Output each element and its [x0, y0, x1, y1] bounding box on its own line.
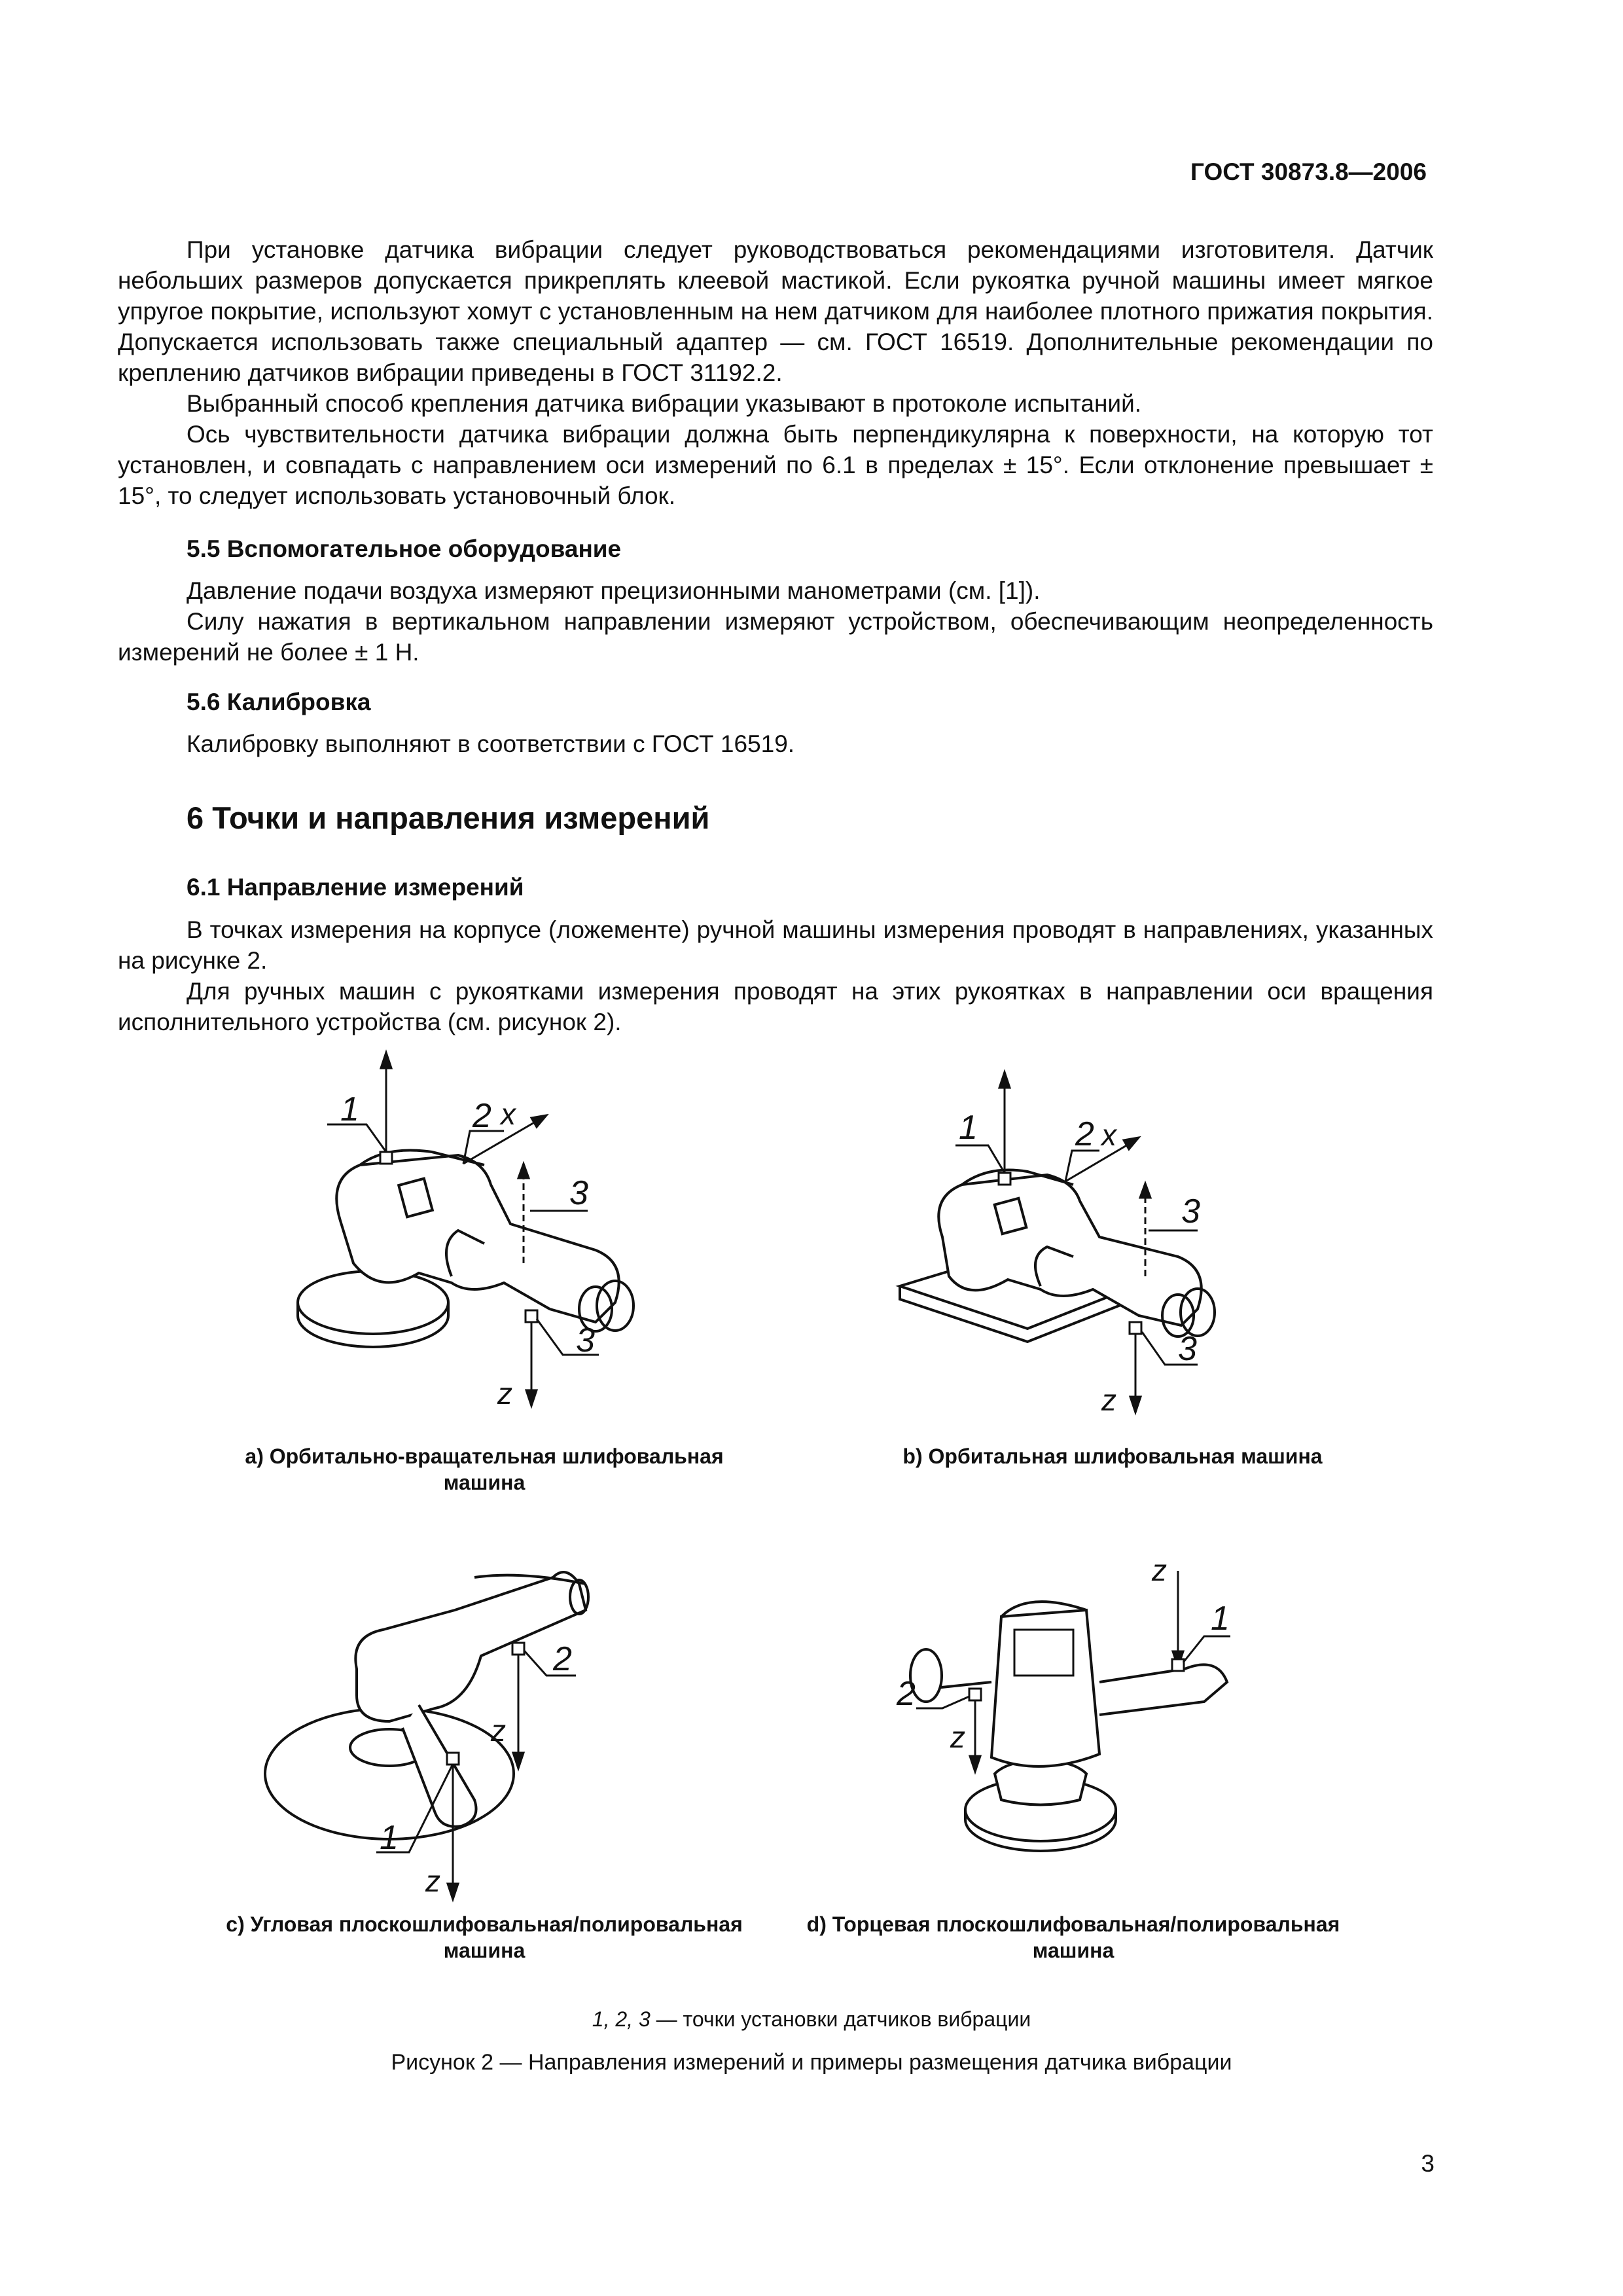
axis-z: z — [497, 1376, 512, 1410]
label-3: 3 — [1178, 1330, 1197, 1368]
figure-title: Рисунок 2 — Направления измерений и примеры размещения датчика вибрации — [391, 2050, 1232, 2075]
section-5-6-body — [118, 728, 1433, 759]
label-1: 1 — [959, 1109, 978, 1147]
label-1: 1 — [1211, 1600, 1230, 1638]
section-5-6-title: 5.6 Калибровка — [187, 689, 371, 715]
section-6-title: 6 Точки и направления измерений — [187, 800, 710, 835]
caption-c-line1: c) Угловая плоскошлифовальная/полировальная — [226, 1912, 743, 1936]
label-2: 2 — [473, 1097, 491, 1135]
caption-a-line1: a) Орбитально-вращательная шлифовальная — [245, 1444, 724, 1468]
axis-z: z — [425, 1864, 440, 1898]
paragraph: Давление подачи воздуха измеряют прецизионными манометрами (см. [1]). — [187, 577, 1041, 604]
caption-a-line2: машина — [443, 1471, 526, 1494]
paragraph: При установке датчика вибрации следует руководствоваться рекомендациями изготовителя. Датчик небольших размеров допускается прикреплять клеевой мастикой. Если рукоятка ручной машины имеет мягкое упругое покрытие, используют хомут с установленным на нем датчиком для наиболее плотного прижатия покрытия. Допускается использовать также специальный адаптер — см. ГОСТ 16519. Дополнительные рекомендации по креплению датчиков вибрации приведены в ГОСТ 31192.2. — [118, 236, 1433, 386]
paragraph: Выбранный способ крепления датчика вибрации указывают в протоколе испытаний. — [187, 390, 1142, 417]
caption-d-line1: d) Торцевая плоскошлифовальная/полировальная — [806, 1912, 1340, 1936]
figure-legend — [0, 2007, 1623, 2032]
document-header: ГОСТ 30873.8—2006 — [1190, 158, 1427, 185]
section-6-1-body — [118, 914, 1433, 1037]
figure-d-vertical-polisher — [877, 1551, 1296, 1905]
label-2: 2 — [897, 1675, 916, 1713]
paragraph: Калибровку выполняют в соответствии с ГОСТ 16519. — [187, 730, 795, 757]
label-3: 3 — [569, 1174, 588, 1212]
paragraph: Для ручных машин с рукоятками измерения проводят на этих рукоятках в направлении оси вращения исполнительного устройства (см. рисунок 2). — [118, 978, 1433, 1035]
figure-b-orbital-sander — [890, 1060, 1270, 1427]
legend-numbers: 1, 2, 3 — [592, 2007, 651, 2031]
label-2: 2 — [553, 1640, 572, 1678]
paragraph: В точках измерения на корпусе (ложементе) ручной машины измерения проводят в направлениях, указанных на рисунке 2. — [118, 916, 1433, 974]
axis-x: x — [501, 1097, 516, 1131]
caption-a — [190, 1443, 779, 1496]
caption-c — [183, 1911, 785, 1964]
figure-c-angle-grinder — [259, 1538, 704, 1918]
section-6-1-title: 6.1 Направление измерений — [187, 874, 524, 901]
label-1: 1 — [340, 1090, 359, 1128]
figure-a-orbital-rotary-sander — [288, 1047, 694, 1427]
caption-c-line2: машина — [443, 1939, 526, 1962]
caption-d — [772, 1911, 1374, 1964]
legend-text: — точки установки датчиков вибрации — [650, 2007, 1031, 2031]
caption-b: b) Орбитальная шлифовальная машина — [902, 1444, 1323, 1468]
axis-x: x — [1101, 1118, 1116, 1152]
axis-z: z — [1152, 1553, 1167, 1587]
axis-z: z — [1101, 1383, 1116, 1417]
text-block-top — [118, 234, 1433, 511]
axis-z: z — [950, 1720, 965, 1754]
label-2: 2 — [1075, 1115, 1094, 1153]
section-5-5-body — [118, 575, 1433, 668]
section-5-5-title: 5.5 Вспомогательное оборудование — [187, 535, 622, 562]
paragraph: Силу нажатия в вертикальном направлении измеряют устройством, обеспечивающим неопределенность измерений не более ± 1 Н. — [118, 608, 1433, 666]
label-3: 3 — [1181, 1193, 1200, 1230]
axis-z: z — [491, 1713, 506, 1748]
page-number: 3 — [1421, 2150, 1435, 2177]
caption-d-line2: машина — [1032, 1939, 1115, 1962]
paragraph: Ось чувствительности датчика вибрации должна быть перпендикулярна к поверхности, на которую тот установлен, и совпадать с направлением оси измерений по 6.1 в пределах ± 15°. Если отклонение превышает ± 15°, то следует использовать установочный блок. — [118, 421, 1433, 509]
label-3: 3 — [576, 1321, 595, 1359]
label-1: 1 — [380, 1819, 399, 1857]
